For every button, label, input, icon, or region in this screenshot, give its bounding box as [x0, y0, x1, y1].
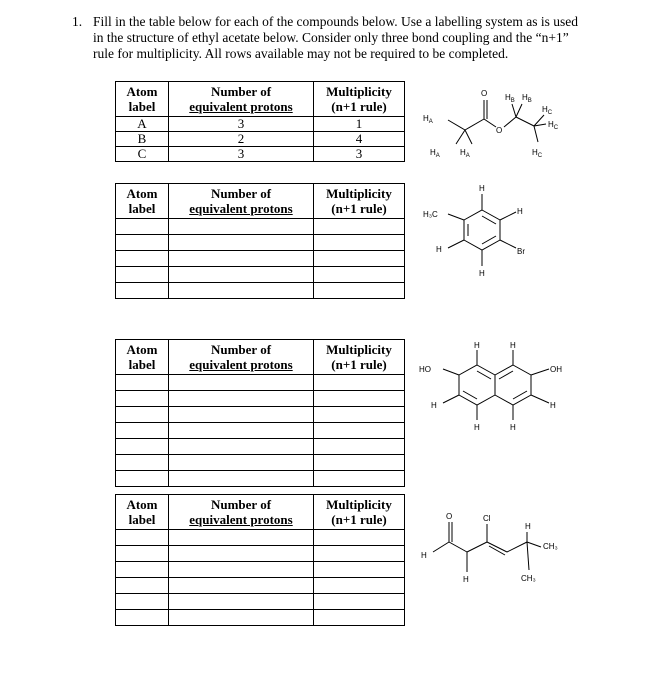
svg-text:HA: $H_A$ [460, 148, 470, 159]
table-row[interactable] [116, 530, 405, 546]
svg-text:HC: $H_C$ [542, 105, 553, 116]
table-row [116, 117, 405, 132]
naphthalenediol-structure [415, 338, 590, 463]
table-row[interactable] [116, 562, 405, 578]
chloro-label: Cl [483, 514, 491, 523]
header-multiplicity: Multiplicity (n+1 rule) [314, 82, 405, 117]
table-ethyl-acetate [115, 81, 405, 162]
h-alpha-label: H [463, 575, 469, 584]
h-bottom-right-label: H [510, 423, 516, 432]
svg-text:HC: $H_C$ [548, 120, 559, 131]
header-atom-label: Atom label [116, 82, 169, 117]
ethyl-acetate-structure [418, 82, 578, 172]
cell-protons: 3 [169, 117, 314, 132]
cell-label: C [116, 147, 169, 162]
carbonyl-oxygen-label: O [481, 89, 488, 98]
header-equivalent-protons: Number of equivalent protons [169, 495, 314, 530]
table-row[interactable] [116, 219, 405, 235]
cell-protons: 2 [169, 132, 314, 147]
svg-text:HA: $H_A$ [423, 114, 433, 125]
hydroxy-left-label: HO [419, 365, 431, 374]
methyl-bottom-label: CH₃ [521, 574, 536, 583]
svg-text:HC: $H_C$ [532, 148, 543, 159]
table-row[interactable] [116, 546, 405, 562]
table-row[interactable] [116, 375, 405, 391]
svg-text:HA: $H_A$ [430, 148, 440, 159]
header-multiplicity: Multiplicity (n+1 rule) [314, 495, 405, 530]
bromo-label: Br [517, 247, 525, 256]
cell-multiplicity: 4 [314, 132, 405, 147]
question-line-3: rule for multiplicity. All rows available may not be required to be completed. [93, 46, 509, 61]
cell-label: B [116, 132, 169, 147]
h-left-label: H [436, 245, 442, 254]
header-atom-label: Atom label [116, 340, 169, 375]
header-equivalent-protons: Number of equivalent protons [169, 340, 314, 375]
h-top-label: H [479, 184, 485, 193]
bromotoluene-structure [420, 180, 560, 300]
cell-multiplicity: 3 [314, 147, 405, 162]
header-equivalent-protons: Number of equivalent protons [169, 82, 314, 117]
table-compound-2 [115, 183, 405, 299]
h-right-label: H [550, 401, 556, 410]
table-compound-4 [115, 494, 405, 626]
table-row[interactable] [116, 594, 405, 610]
table-row[interactable] [116, 251, 405, 267]
table-row[interactable] [116, 391, 405, 407]
h-bottom-left-label: H [474, 423, 480, 432]
methyl-label: H₃C [423, 210, 438, 219]
ester-oxygen-label: O [496, 126, 503, 135]
h-right-label: H [517, 207, 523, 216]
svg-text:HB: $H_B$ [522, 93, 532, 104]
svg-text:HB: $H_B$ [505, 93, 515, 104]
h-left-label: H [431, 401, 437, 410]
hydroxy-right-label: OH [550, 365, 562, 374]
h-top-left-label: H [474, 341, 480, 350]
table-row[interactable] [116, 283, 405, 299]
table-row[interactable] [116, 407, 405, 423]
cell-protons: 3 [169, 147, 314, 162]
header-multiplicity: Multiplicity (n+1 rule) [314, 340, 405, 375]
question-number: 1. [72, 14, 83, 29]
header-multiplicity: Multiplicity (n+1 rule) [314, 184, 405, 219]
question-line-2: in the structure of ethyl acetate below. Consider only three bond coupling and the “n+1” [93, 30, 569, 45]
aldehyde-oxygen-label: O [446, 512, 453, 521]
question-text [93, 14, 633, 62]
table-row[interactable] [116, 235, 405, 251]
cell-multiplicity: 1 [314, 117, 405, 132]
table-row[interactable] [116, 267, 405, 283]
question-line-1: Fill in the table below for each of the compounds below. Use a labelling system as is used [93, 14, 579, 29]
table-row[interactable] [116, 455, 405, 471]
h-bottom-label: H [479, 269, 485, 278]
h-top-right-label: H [510, 341, 516, 350]
methyl-right-label: CH₃ [543, 542, 558, 551]
table-row[interactable] [116, 578, 405, 594]
header-atom-label: Atom label [116, 495, 169, 530]
cell-label: A [116, 117, 169, 132]
table-row[interactable] [116, 423, 405, 439]
table-row[interactable] [116, 471, 405, 487]
aldehyde-h-label: H [421, 551, 427, 560]
header-equivalent-protons: Number of equivalent protons [169, 184, 314, 219]
table-row[interactable] [116, 439, 405, 455]
table-compound-3 [115, 339, 405, 487]
chloro-aldehyde-structure [415, 500, 575, 600]
table-row[interactable] [116, 610, 405, 626]
table-row [116, 147, 405, 162]
table-row [116, 132, 405, 147]
h-methine-label: H [525, 522, 531, 531]
header-atom-label: Atom label [116, 184, 169, 219]
